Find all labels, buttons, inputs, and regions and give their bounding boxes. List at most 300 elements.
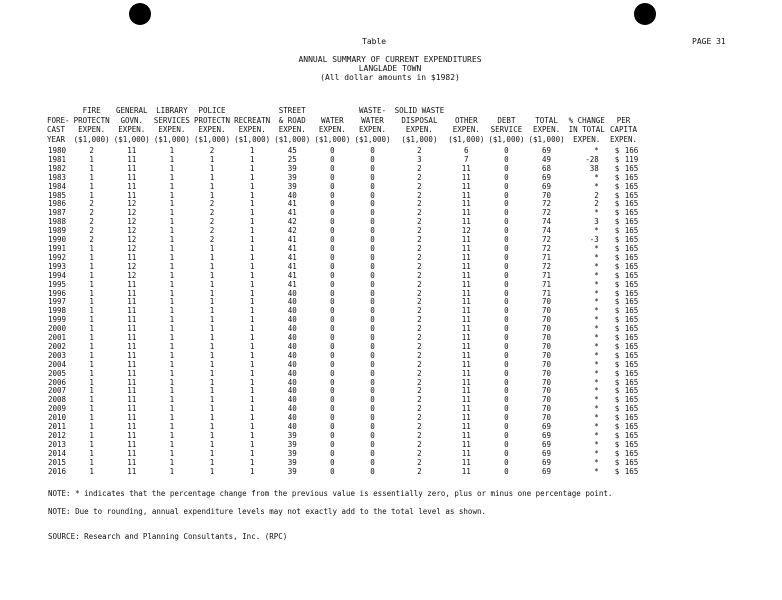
table-cell: 49: [542, 154, 552, 164]
table-cell: 11: [461, 243, 471, 253]
table-cell: 2010: [48, 413, 67, 423]
table-cell: 41: [287, 199, 297, 209]
table-cell: *: [594, 261, 599, 271]
table-cell: 72: [542, 208, 552, 218]
table-cell: 0: [330, 422, 335, 432]
table-cell: 40: [287, 341, 297, 351]
table-cell: 1: [209, 306, 215, 316]
table-cell: 0: [504, 404, 509, 414]
currency-sign: $: [614, 448, 620, 458]
table-cell: 38: [589, 163, 599, 173]
table-cell: 70: [542, 404, 552, 414]
table-cell: 71: [542, 252, 552, 262]
table-cell: 11: [461, 395, 471, 405]
column-header-line: ($1,000): [234, 134, 271, 144]
table-cell: 0: [504, 377, 509, 387]
table-cell: 1: [89, 422, 94, 432]
table-cell: 11: [127, 350, 137, 360]
table-cell: 1: [169, 315, 175, 325]
table-cell: 1: [89, 243, 94, 253]
table-cell: 1: [209, 341, 215, 351]
column-header-line: LIBRARY: [156, 106, 188, 115]
per-capita-value: 165: [624, 163, 639, 173]
currency-sign: $: [614, 261, 620, 271]
table-cell: 0: [370, 359, 375, 369]
table-cell: 41: [287, 279, 297, 289]
column-header-line: ($1,000): [488, 134, 525, 144]
currency-sign: $: [614, 306, 620, 316]
table-cell: 11: [127, 368, 137, 378]
table-cell: 0: [504, 181, 509, 191]
currency-sign: $: [614, 413, 620, 423]
table-cell: 42: [287, 217, 297, 227]
table-cell: 12: [127, 270, 137, 280]
table-cell: 1: [169, 163, 175, 173]
table-cell: 7: [464, 154, 469, 164]
table-cell: 69: [542, 422, 552, 432]
table-cell: 1: [209, 395, 215, 405]
table-cell: 11: [461, 297, 471, 307]
table-cell: 1: [169, 226, 175, 236]
table-cell: 11: [127, 315, 137, 325]
table-cell: 2: [417, 172, 422, 182]
table-cell: 11: [127, 146, 137, 155]
table-cell: 39: [287, 448, 297, 458]
table-cell: 2: [417, 333, 422, 343]
expenditure-table: [45, 106, 640, 477]
table-cell: 2: [417, 252, 422, 262]
table-cell: 0: [504, 199, 509, 209]
table-cell: 1: [89, 341, 94, 351]
table-cell: 1: [209, 457, 215, 467]
table-cell: 1: [169, 279, 175, 289]
table-cell: 12: [461, 226, 471, 236]
column-header-11: [486, 106, 526, 144]
table-cell: 11: [461, 208, 471, 218]
table-cell: 69: [542, 448, 552, 458]
table-cell: 1: [209, 350, 215, 360]
table-cell: 1: [89, 163, 94, 173]
table-cell: 11: [461, 324, 471, 334]
table-cell: 1: [249, 261, 255, 271]
table-cell: 1: [249, 341, 255, 351]
table-cell: *: [594, 431, 599, 440]
column-header-line: IN TOTAL: [568, 125, 605, 134]
currency-sign: $: [614, 252, 620, 262]
column-header-line: ($1,000): [193, 134, 231, 144]
table-cell: 1: [169, 413, 175, 423]
column-header-line: EXPEN.: [238, 125, 266, 134]
currency-sign: $: [614, 315, 620, 325]
table-cell: 74: [542, 217, 552, 227]
table-cell: 0: [330, 146, 335, 155]
table-cell: 1: [249, 172, 255, 182]
table-cell: 1998: [48, 306, 67, 316]
per-capita-value: 165: [624, 279, 639, 289]
table-cell: 70: [542, 306, 552, 316]
table-cell: 11: [461, 404, 471, 414]
table-cell: 11: [127, 190, 137, 200]
currency-sign: $: [614, 297, 620, 307]
table-cell: 11: [461, 341, 471, 351]
table-cell: 40: [287, 404, 297, 414]
table-cell: 74: [542, 226, 552, 236]
table-cell: 70: [542, 359, 552, 369]
table-cell: 2: [417, 431, 422, 440]
table-cell: 1: [169, 297, 175, 307]
table-cell: 1984: [48, 181, 67, 191]
table-cell: 2: [594, 199, 599, 209]
table-cell: 2: [89, 226, 94, 236]
table-cell: 41: [287, 252, 297, 262]
table-cell: 0: [330, 350, 335, 360]
table-cell: 1: [169, 190, 175, 200]
table-cell: 0: [330, 181, 335, 191]
column-header-line: ($1,000): [113, 134, 150, 144]
column-header-line: DEBT: [497, 115, 516, 125]
table-cell: 6: [464, 146, 469, 155]
table-cell: *: [594, 359, 599, 369]
table-cell: 1: [89, 439, 94, 449]
table-cell: 0: [330, 306, 335, 316]
column-header-12: [527, 106, 567, 144]
table-cell: 1: [209, 377, 215, 387]
table-cell: 70: [542, 324, 552, 334]
table-cell: 0: [330, 235, 335, 245]
table-cell: 69: [542, 457, 552, 467]
table-cell: 2: [417, 359, 422, 369]
table-cell: 1: [89, 333, 94, 343]
table-cell: 1: [209, 270, 215, 280]
per-capita-value: 165: [624, 190, 639, 200]
table-cell: 1: [249, 457, 255, 467]
column-header-line: RECREATN: [234, 115, 271, 125]
table-cell: 0: [370, 279, 375, 289]
table-cell: 0: [330, 404, 335, 414]
table-cell: 0: [504, 359, 509, 369]
table-cell: 1: [249, 288, 255, 298]
table-cell: 1: [169, 431, 175, 440]
table-cell: 1: [89, 324, 94, 334]
table-cell: 1: [89, 368, 94, 378]
table-cell: 11: [127, 431, 137, 440]
currency-sign: $: [614, 154, 620, 164]
column-header-line: EXPEN.: [278, 125, 306, 134]
table-cell: 1: [249, 252, 255, 262]
table-heading: [250, 55, 530, 82]
currency-sign: $: [614, 208, 620, 218]
table-cell: 1: [209, 261, 215, 271]
column-header-line: EXPEN.: [78, 125, 106, 134]
per-capita-value: 165: [624, 199, 639, 209]
currency-sign: $: [614, 466, 620, 476]
table-cell: 0: [330, 154, 335, 164]
table-cell: 1: [169, 261, 175, 271]
table-cell: 11: [461, 270, 471, 280]
table-cell: 0: [370, 404, 375, 414]
table-cell: 11: [461, 439, 471, 449]
table-cell: 1: [89, 252, 94, 262]
table-cell: 40: [287, 413, 297, 423]
table-cell: 0: [504, 217, 509, 227]
column-header-line: POLICE: [198, 106, 226, 115]
table-cell: 1981: [48, 154, 67, 164]
table-cell: 71: [542, 288, 552, 298]
currency-sign: $: [614, 359, 620, 369]
table-cell: *: [594, 341, 599, 351]
table-cell: 1: [169, 359, 175, 369]
per-capita-value: 165: [624, 431, 639, 440]
table-cell: 1: [89, 431, 94, 440]
table-cell: 11: [127, 466, 137, 476]
table-cell: 2: [417, 235, 422, 245]
heading-line-3: (All dollar amounts in $1982): [320, 73, 460, 82]
table-cell: 40: [287, 368, 297, 378]
column-header-13: [567, 106, 607, 144]
table-cell: 2: [89, 235, 94, 245]
currency-sign: $: [614, 333, 620, 343]
table-cell: 2003: [48, 350, 67, 360]
table-cell: 71: [542, 279, 552, 289]
currency-sign: $: [614, 368, 620, 378]
table-cell: 1: [169, 368, 175, 378]
per-capita-value: 165: [624, 243, 639, 253]
table-cell: 11: [461, 350, 471, 360]
table-cell: 1: [249, 270, 255, 280]
table-cell: 41: [287, 235, 297, 245]
table-cell: 0: [504, 466, 509, 476]
table-cell: 41: [287, 243, 297, 253]
table-cell: 2: [209, 208, 215, 218]
table-cell: 11: [127, 297, 137, 307]
table-cell: 2: [89, 217, 94, 227]
table-cell: 0: [330, 163, 335, 173]
table-cell: 39: [287, 439, 297, 449]
table-cell: 1985: [48, 190, 67, 200]
table-cell: 12: [127, 235, 137, 245]
table-cell: 0: [370, 172, 375, 182]
table-cell: 0: [370, 270, 375, 280]
table-cell: 1: [249, 243, 255, 253]
table-cell: 1: [249, 377, 255, 387]
table-cell: 0: [330, 261, 335, 271]
table-cell: 0: [370, 333, 375, 343]
table-cell: 1: [249, 422, 255, 432]
column-header-line: SERVICE: [490, 125, 523, 134]
table-cell: 0: [504, 163, 509, 173]
per-capita-value: 165: [624, 422, 639, 432]
table-cell: 1: [169, 217, 175, 227]
table-cell: 40: [287, 190, 297, 200]
table-cell: 11: [127, 377, 137, 387]
table-cell: 0: [370, 199, 375, 209]
table-cell: 11: [461, 252, 471, 262]
table-cell: 0: [370, 261, 375, 271]
table-cell: 0: [370, 431, 375, 440]
per-capita-value: 165: [624, 217, 639, 227]
column-header-line: PROTECTN: [73, 115, 110, 125]
table-cell: 0: [370, 243, 375, 253]
table-cell: *: [594, 457, 599, 467]
table-cell: 11: [127, 359, 137, 369]
table-cell: 2: [417, 386, 422, 396]
table-cell: 72: [542, 243, 552, 253]
table-cell: 70: [542, 333, 552, 343]
column-header-line: SERVICES: [153, 115, 190, 125]
table-cell: 0: [330, 252, 335, 262]
table-cell: 0: [504, 431, 509, 440]
table-cell: 2: [417, 279, 422, 289]
table-cell: 11: [461, 466, 471, 476]
table-cell: 2000: [48, 324, 67, 334]
currency-sign: $: [614, 341, 620, 351]
table-cell: 40: [287, 386, 297, 396]
table-cell: 1: [89, 395, 94, 405]
table-cell: 1: [209, 288, 215, 298]
table-cell: 0: [370, 395, 375, 405]
table-cell: 1: [209, 439, 215, 449]
per-capita-value: 119: [624, 154, 639, 164]
column-header-line: EXPEN.: [318, 125, 346, 134]
table-cell: 42: [287, 226, 297, 236]
table-cell: 0: [370, 448, 375, 458]
heading-line-2: LANGLADE TOWN: [358, 64, 422, 73]
table-cell: 1: [169, 341, 175, 351]
table-cell: 0: [504, 252, 509, 262]
table-cell: 11: [127, 288, 137, 298]
table-cell: 1: [169, 439, 175, 449]
table-cell: *: [594, 448, 599, 458]
table-cell: 11: [127, 279, 137, 289]
currency-sign: $: [614, 395, 620, 405]
per-capita-value: 165: [624, 377, 639, 387]
table-cell: 2: [417, 181, 422, 191]
table-cell: 1: [249, 297, 255, 307]
table-cell: 11: [461, 199, 471, 209]
table-cell: 41: [287, 270, 297, 280]
table-cell: 2: [417, 208, 422, 218]
table-cell: 39: [287, 457, 297, 467]
table-cell: 0: [504, 315, 509, 325]
table-cell: 70: [542, 395, 552, 405]
table-cell: 12: [127, 226, 137, 236]
table-cell: 1: [89, 457, 94, 467]
per-capita-value: 165: [624, 306, 639, 316]
table-cell: 1: [169, 306, 175, 316]
table-cell: 2: [417, 341, 422, 351]
table-cell: 0: [330, 217, 335, 227]
table-cell: 70: [542, 368, 552, 378]
table-cell: 0: [370, 235, 375, 245]
per-capita-value: 165: [624, 181, 639, 191]
table-cell: 11: [461, 279, 471, 289]
table-cell: *: [594, 395, 599, 405]
table-cell: 0: [504, 270, 509, 280]
table-cell: 2: [417, 306, 422, 316]
table-cell: 0: [504, 350, 509, 360]
table-cell: 1: [249, 350, 255, 360]
table-cell: 2: [417, 324, 422, 334]
per-capita-value: 165: [624, 395, 639, 405]
table-cell: 0: [370, 457, 375, 467]
table-cell: 0: [370, 439, 375, 449]
table-cell: 1: [89, 306, 94, 316]
table-cell: 11: [461, 181, 471, 191]
table-cell: 1: [249, 217, 255, 227]
table-cell: *: [594, 377, 599, 387]
table-cell: *: [594, 252, 599, 262]
table-cell: 69: [542, 439, 552, 449]
table-cell: 2: [417, 422, 422, 432]
table-cell: 0: [504, 190, 509, 200]
table-cell: 0: [370, 413, 375, 423]
column-header-line: % CHANGE: [568, 115, 605, 125]
table-cell: 11: [461, 172, 471, 182]
table-cell: 1: [249, 146, 255, 155]
table-cell: 0: [504, 243, 509, 253]
table-cell: 0: [330, 368, 335, 378]
per-capita-value: 165: [624, 368, 639, 378]
table-cell: 1: [89, 181, 94, 191]
table-cell: 1: [249, 413, 255, 423]
table-cell: 1994: [48, 270, 67, 280]
table-cell: 1: [169, 333, 175, 343]
table-cell: 1: [89, 172, 94, 182]
table-cell: 0: [504, 439, 509, 449]
column-header-line: ($1,000): [528, 134, 565, 144]
table-cell: 11: [127, 172, 137, 182]
currency-sign: $: [614, 350, 620, 360]
table-cell: 1: [249, 324, 255, 334]
currency-sign: $: [614, 288, 620, 298]
currency-sign: $: [614, 190, 620, 200]
per-capita-value: 165: [624, 457, 639, 467]
table-cell: *: [594, 288, 599, 298]
table-cell: 1: [249, 279, 255, 289]
table-cell: 11: [461, 235, 471, 245]
table-cell: 11: [461, 261, 471, 271]
table-cell: 0: [370, 324, 375, 334]
currency-sign: $: [614, 181, 620, 191]
note-rounding: NOTE: Due to rounding, annual expenditure levels may not exactly add to the total level as shown.: [48, 507, 486, 516]
table-cell: 1996: [48, 288, 67, 298]
table-cell: 2: [417, 288, 422, 298]
per-capita-value: 165: [624, 172, 639, 182]
column-header-line: EXPEN.: [405, 125, 433, 134]
table-cell: 0: [504, 341, 509, 351]
column-header-5: [232, 106, 272, 144]
table-cell: 1: [209, 413, 215, 423]
currency-sign: $: [614, 386, 620, 396]
column-header-line: ($1,000): [73, 134, 110, 144]
table-row: [45, 468, 640, 477]
table-cell: 0: [504, 235, 509, 245]
column-header-line: EXPEN.: [452, 125, 480, 134]
column-header-line: GOVN.: [120, 115, 144, 125]
table-cell: 0: [330, 226, 335, 236]
table-cell: 1: [209, 163, 215, 173]
table-cell: 39: [287, 163, 297, 173]
table-cell: 1: [169, 243, 175, 253]
table-cell: 11: [461, 359, 471, 369]
column-header-line: CAST: [47, 125, 66, 134]
per-capita-value: 165: [624, 413, 639, 423]
currency-sign: $: [614, 439, 620, 449]
column-header-line: ($1,000): [354, 134, 391, 144]
table-cell: 1: [89, 377, 94, 387]
table-cell: 70: [542, 377, 552, 387]
table-cell: 1: [169, 386, 175, 396]
